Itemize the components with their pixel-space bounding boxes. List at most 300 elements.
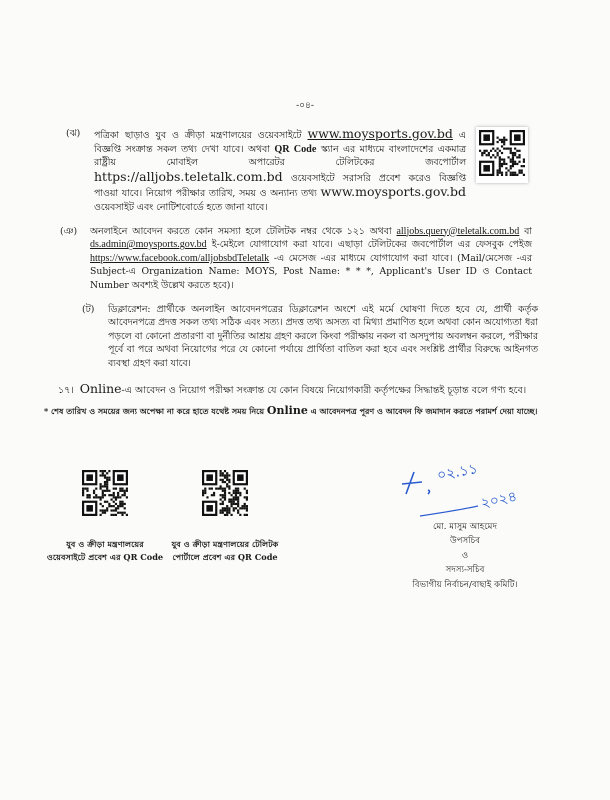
qr-module [206,474,213,481]
qr-module [244,513,246,515]
qr-module [204,491,206,493]
qr-module [228,511,230,513]
qr-module [108,502,110,504]
email-alljobs-query[interactable]: alljobs.query@teletalk.com.bd [396,225,520,237]
qr-module [226,483,228,485]
qr-module [93,489,95,491]
qr-module [516,174,518,176]
link-facebook[interactable]: https://www.facebook.com/alljobsbdTeletalk [90,252,270,264]
qr-module [512,172,514,174]
qr-module [84,487,86,489]
qr-module [510,167,512,169]
qr-module [518,154,520,156]
qr-module [110,513,112,515]
qr-module [237,474,244,481]
qr-module [220,485,222,487]
qr-module [499,156,501,158]
qr-module [100,483,102,485]
qr-module [499,172,501,174]
qr-module [224,509,226,511]
qr-module [115,487,117,489]
qr-module [514,134,521,141]
qr-module [217,487,219,489]
qr-module [235,494,237,496]
qr-module [241,507,243,509]
qr-module [113,496,115,498]
qr-module [483,134,490,141]
qr-module [237,487,239,489]
qr-module [516,150,518,152]
qr-module [82,489,84,491]
qr-module [512,174,514,176]
qr-module [226,505,228,507]
qr-module [222,494,224,496]
qr-module [510,165,512,167]
qr-module [102,491,104,493]
qr-module [516,156,518,158]
qr-module [220,487,222,489]
qr-module [108,505,110,507]
qr-module [117,511,119,513]
qr-module [102,470,104,472]
qr-module [233,491,235,493]
qr-module [503,141,505,143]
qr-module [235,489,237,491]
qr-module [226,472,228,474]
qr-module [95,494,97,496]
qr-module [224,494,226,496]
conjunction: ও [461,550,469,561]
text: * শেষ তারিখ ও সময়ের জন্য অপেক্ষা না করে হাতে যথেষ্ট সময় নিয়ে [44,405,267,416]
qr-module [126,513,128,515]
qr-module [226,511,228,513]
qr-module [228,487,230,489]
qr-module [228,500,230,502]
qr-module [501,165,503,167]
svg-text:০২.১১: ০২.১১ [435,460,479,484]
qr-module [510,150,512,152]
qr-module [121,489,123,491]
qr-module [233,498,235,500]
qr-module [106,509,108,511]
qr-module [113,509,115,511]
qr-module [113,494,115,496]
qr-module [121,513,123,515]
qr-group [40,470,290,564]
handwritten-signature [390,458,540,520]
qr-module [501,163,503,165]
clause-17 [58,381,570,398]
qr-module [224,470,226,472]
qr-module [220,474,222,476]
qr-module [100,470,102,472]
qr-module [228,509,230,511]
qr-module [518,161,520,163]
qr-module [224,496,226,498]
qr-module [514,172,516,174]
qr-module [126,489,128,491]
qr-module [106,478,108,480]
qr-module [220,502,222,504]
qr-module [237,500,239,502]
qr-module [510,158,512,160]
qr-module [204,489,206,491]
qr-module [501,145,503,147]
qr-module [124,502,126,504]
qr-module [239,507,241,509]
qr-module [492,148,494,150]
qr-module [501,158,503,160]
item-marker: (ঞ) [60,225,78,237]
qr-module [119,502,121,504]
qr-module [518,156,520,158]
qr-module [222,474,224,476]
qr-module [213,494,215,496]
qr-module [213,491,215,493]
qr-module [95,496,97,498]
qr-module [93,491,95,493]
qr-module [226,513,228,515]
qr-module [510,152,512,154]
qr-module [100,487,102,489]
signatory-role: সদস্য-সচিব [445,565,485,575]
qr-module [110,498,112,500]
qr-module [492,154,494,156]
qr-module [237,509,239,511]
qr-module [126,487,128,489]
qr-caption-moysports [47,538,163,564]
email-ds-admin[interactable]: ds.admin@moysports.gov.bd [90,239,207,251]
qr-module [233,502,235,504]
qr-module [102,494,104,496]
qr-module [237,498,239,500]
qr-module [97,496,99,498]
item-jha [66,127,528,215]
qr-module [237,511,239,513]
clause-number: ১৭। [58,384,74,396]
qr-module [483,150,485,152]
qr-module [119,496,121,498]
qr-module [237,491,239,493]
text: অনলাইনে আবেদন করতে কোন সমস্যা হলে টেলিটক নম্বর থেকে ১২১ অথবা [90,225,397,237]
qr-module [233,500,235,502]
qr-module [119,505,121,507]
qr-module [235,487,237,489]
qr-module [523,161,525,163]
link-moysports-2[interactable]: www.moysports.gov.bd [320,184,466,200]
qr-module [89,494,91,496]
qr-module [121,500,123,502]
qr-module [237,505,239,507]
qr-module [483,152,485,154]
caption-line: ওয়েবসাইটে প্রবেশ এর QR Code [46,551,164,562]
qr-module [499,165,501,167]
qr-module [497,148,499,150]
qr-module [202,494,204,496]
qr-module [104,494,106,496]
qr-module [230,513,232,515]
qr-module [512,156,514,158]
qr-module [499,169,501,171]
qr-module [514,161,516,163]
qr-module [481,154,483,156]
qr-module [102,505,104,507]
qr-module [82,487,84,489]
qr-module [224,474,226,476]
qr-module [106,476,108,478]
qr-module [222,480,224,482]
qr-module [499,161,501,163]
qr-module [206,505,213,512]
qr-module [233,509,235,511]
text: ই-মেইলে যোগাযোগ করা যাবে। এছাড়া টেলিটকের জবপোর্টাল এর ফেসবুক পেইজ [206,239,532,251]
qr-module [204,487,206,489]
qr-module [501,152,503,154]
qr-module [224,507,226,509]
qr-module [501,139,503,141]
qr-module [117,474,124,481]
qr-module [86,474,93,481]
qr-module [505,174,507,176]
online-label: Online [266,403,308,417]
qr-module [230,498,232,500]
caption-line: যুব ও ক্রীড়া মন্ত্রণালয়ের [66,538,144,549]
qr-module [124,494,126,496]
bottom-section [0,458,610,633]
qr-module [246,491,248,493]
qr-module [230,502,232,504]
qr-module [115,513,117,515]
signatory-name: মো. মাসুম আহমেদ [433,521,497,532]
qr-module [220,472,222,474]
qr-module [239,491,241,493]
qr-module [222,478,224,480]
qr-module [518,172,520,174]
qr-module [512,158,514,160]
qr-module [241,505,243,507]
qr-teletalk-column [160,470,290,564]
qr-module [104,480,106,482]
qr-module [503,148,505,150]
qr-module [505,172,507,174]
qr-module [237,502,239,504]
qr-module [108,476,110,478]
qr-module [499,167,501,169]
qr-module [512,152,514,154]
qr-module [100,496,102,498]
qr-module [512,154,514,156]
qr-module [106,500,108,502]
qr-module [505,148,507,150]
qr-module [222,496,224,498]
qr-module [93,496,95,498]
qr-module [220,470,222,472]
qr-module [222,511,224,513]
qr-module [235,491,237,493]
item-tta [82,303,538,371]
qr-module [104,489,106,491]
qr-module [113,500,115,502]
qr-module [102,496,104,498]
qr-code-label: QR Code [274,143,317,155]
item-contact-info [90,225,532,293]
qr-module [102,472,104,474]
qr-module [108,470,110,472]
qr-module [224,480,226,482]
qr-module [239,513,241,515]
link-alljobs[interactable]: https://alljobs.teletalk.com.bd [94,168,283,184]
qr-module [104,483,106,485]
qr-module [514,174,516,176]
qr-module [206,496,208,498]
qr-module [106,489,108,491]
qr-module [503,137,505,139]
qr-module [230,505,232,507]
signature-column [390,458,540,593]
qr-module [235,496,237,498]
qr-module [226,507,228,509]
qr-module [503,143,505,145]
qr-module [244,507,246,509]
qr-module [86,494,88,496]
qr-module [226,474,228,476]
qr-module [104,500,106,502]
qr-module [113,513,115,515]
caption-line: যুব ও ক্রীড়া মন্ত্রণালয়ের টেলিটক [171,538,279,549]
qr-module [510,161,512,163]
text: ওয়েবসাইটে সরাসরি প্রবেশ করেও বিজ্ঞপ্তি পাওয়া যাবে। নিয়োগ পরীক্ষার তারিখ, সময় ও অন্যান্য তথ্য [94,172,466,200]
link-moysports[interactable]: www.moysports.gov.bd [307,126,453,141]
qr-module [86,487,88,489]
qr-module [104,485,106,487]
qr-module [82,491,84,493]
caption-line: পোর্টালে প্রবেশ এর QR Code [172,551,278,562]
qr-code-teletalk-portal [202,470,248,538]
qr-module [222,500,224,502]
qr-module [121,511,123,513]
qr-module [113,491,115,493]
qr-module [121,502,123,504]
qr-module [226,476,228,478]
qr-module [108,494,110,496]
qr-module [119,487,121,489]
qr-module [497,152,499,154]
qr-module [226,478,228,480]
qr-module [211,494,213,496]
qr-module [220,498,222,500]
qr-module [494,156,496,158]
qr-module [224,489,226,491]
item-marker: (ট) [82,303,95,315]
qr-module [488,154,490,156]
qr-module [104,509,106,511]
qr-module [505,139,507,141]
qr-module [119,511,121,513]
qr-module [233,496,235,498]
qr-module [490,156,492,158]
qr-module [89,496,91,498]
qr-module [479,150,481,152]
qr-module [228,474,230,476]
qr-module [224,487,226,489]
qr-module [510,172,512,174]
text: পত্রিকা ছাড়াও যুব ও ক্রীড়া মন্ত্রণালয়ের ওয়েবসাইটে [94,130,308,141]
qr-module [110,494,112,496]
item-marker: (ঝ) [66,128,81,139]
qr-module [514,152,516,154]
online-label: Online [79,380,122,396]
qr-module [115,496,117,498]
text: এ বিজ্ঞপ্তি সংক্রান্ত সকল তথ্য দেখা যাবে। অথবা [94,130,467,155]
item-declaration: ডিক্লারেশন: প্রার্থীকে অনলাইন আবেদনপত্রের ডিক্লারেশন অংশে এই মর্মে ঘোষণা দিতে হবে যে, প্রার্থী কর্তৃক আবেদনপত্রে প্রদত্ত সকল তথ্য সঠিক এবং সত্য। প্রদত্ত তথ্য অসত্য বা মিথ্যা প্রমাণিত হলে অথবা কোন অযোগ্যতা ধরা পড়লে বা কোনো প্রতারণা বা দুর্নীতির আশ্রয় গ্রহণ করলে কিংবা পরীক্ষায় নকল বা অসদুপায় অবলম্বন করলে, পরীক্ষার পূর্বে বা পরে অথবা নিয়োগের পরে যে কোনো পর্যায়ে প্রার্থিতা বাতিল করা হবে এবং সংশ্লিষ্ট প্রার্থীর বিরুদ্ধে আইনগত ব্যবস্থা গ্রহণ করা যাবে। [108,303,538,369]
qr-module [514,154,516,156]
qr-module [499,163,501,165]
qr-module [115,498,117,500]
qr-module [121,487,123,489]
svg-text:২০২৪: ২০২৪ [479,488,519,512]
qr-module [501,141,503,143]
signatory-designation: উপসচিব [449,536,481,546]
qr-module [222,507,224,509]
qr-module [523,174,525,176]
qr-module [514,148,516,150]
qr-module [503,163,505,165]
qr-module [497,169,499,171]
qr-module [244,487,246,489]
qr-module [228,491,230,493]
qr-module [486,154,488,156]
qr-module [102,509,104,511]
qr-module [220,494,222,496]
qr-module [523,165,525,167]
qr-module [521,169,523,171]
text: স্ক্যান এর মাধ্যমে বাংলাদেশের একমাত্র রাষ্ট্রীয় মোবাইল অপারেটর টেলিটকের জবপোর্টাল [94,143,466,169]
qr-module [220,511,222,513]
qr-module [501,174,503,176]
qr-module [246,498,248,500]
qr-module [244,505,246,507]
qr-module [499,139,501,141]
qr-module [497,172,499,174]
qr-module [507,156,509,158]
qr-module [115,509,117,511]
qr-module [244,496,246,498]
qr-module [104,476,106,478]
qr-module [228,485,230,487]
qr-module [104,511,106,513]
qr-module [209,487,211,489]
qr-module [117,496,119,498]
qr-module [246,496,248,498]
qr-module [499,150,501,152]
qr-module [86,505,93,512]
qr-module [102,474,104,476]
qr-module [501,172,503,174]
qr-module [246,505,248,507]
qr-module [202,491,204,493]
qr-module [113,505,115,507]
qr-module [230,500,232,502]
item-website-info [94,127,466,215]
qr-module [222,502,224,504]
qr-module [512,163,514,165]
qr-module [86,489,88,491]
qr-module [235,498,237,500]
qr-module [108,478,110,480]
qr-module [497,137,499,139]
qr-module [222,489,224,491]
qr-module [490,150,492,152]
